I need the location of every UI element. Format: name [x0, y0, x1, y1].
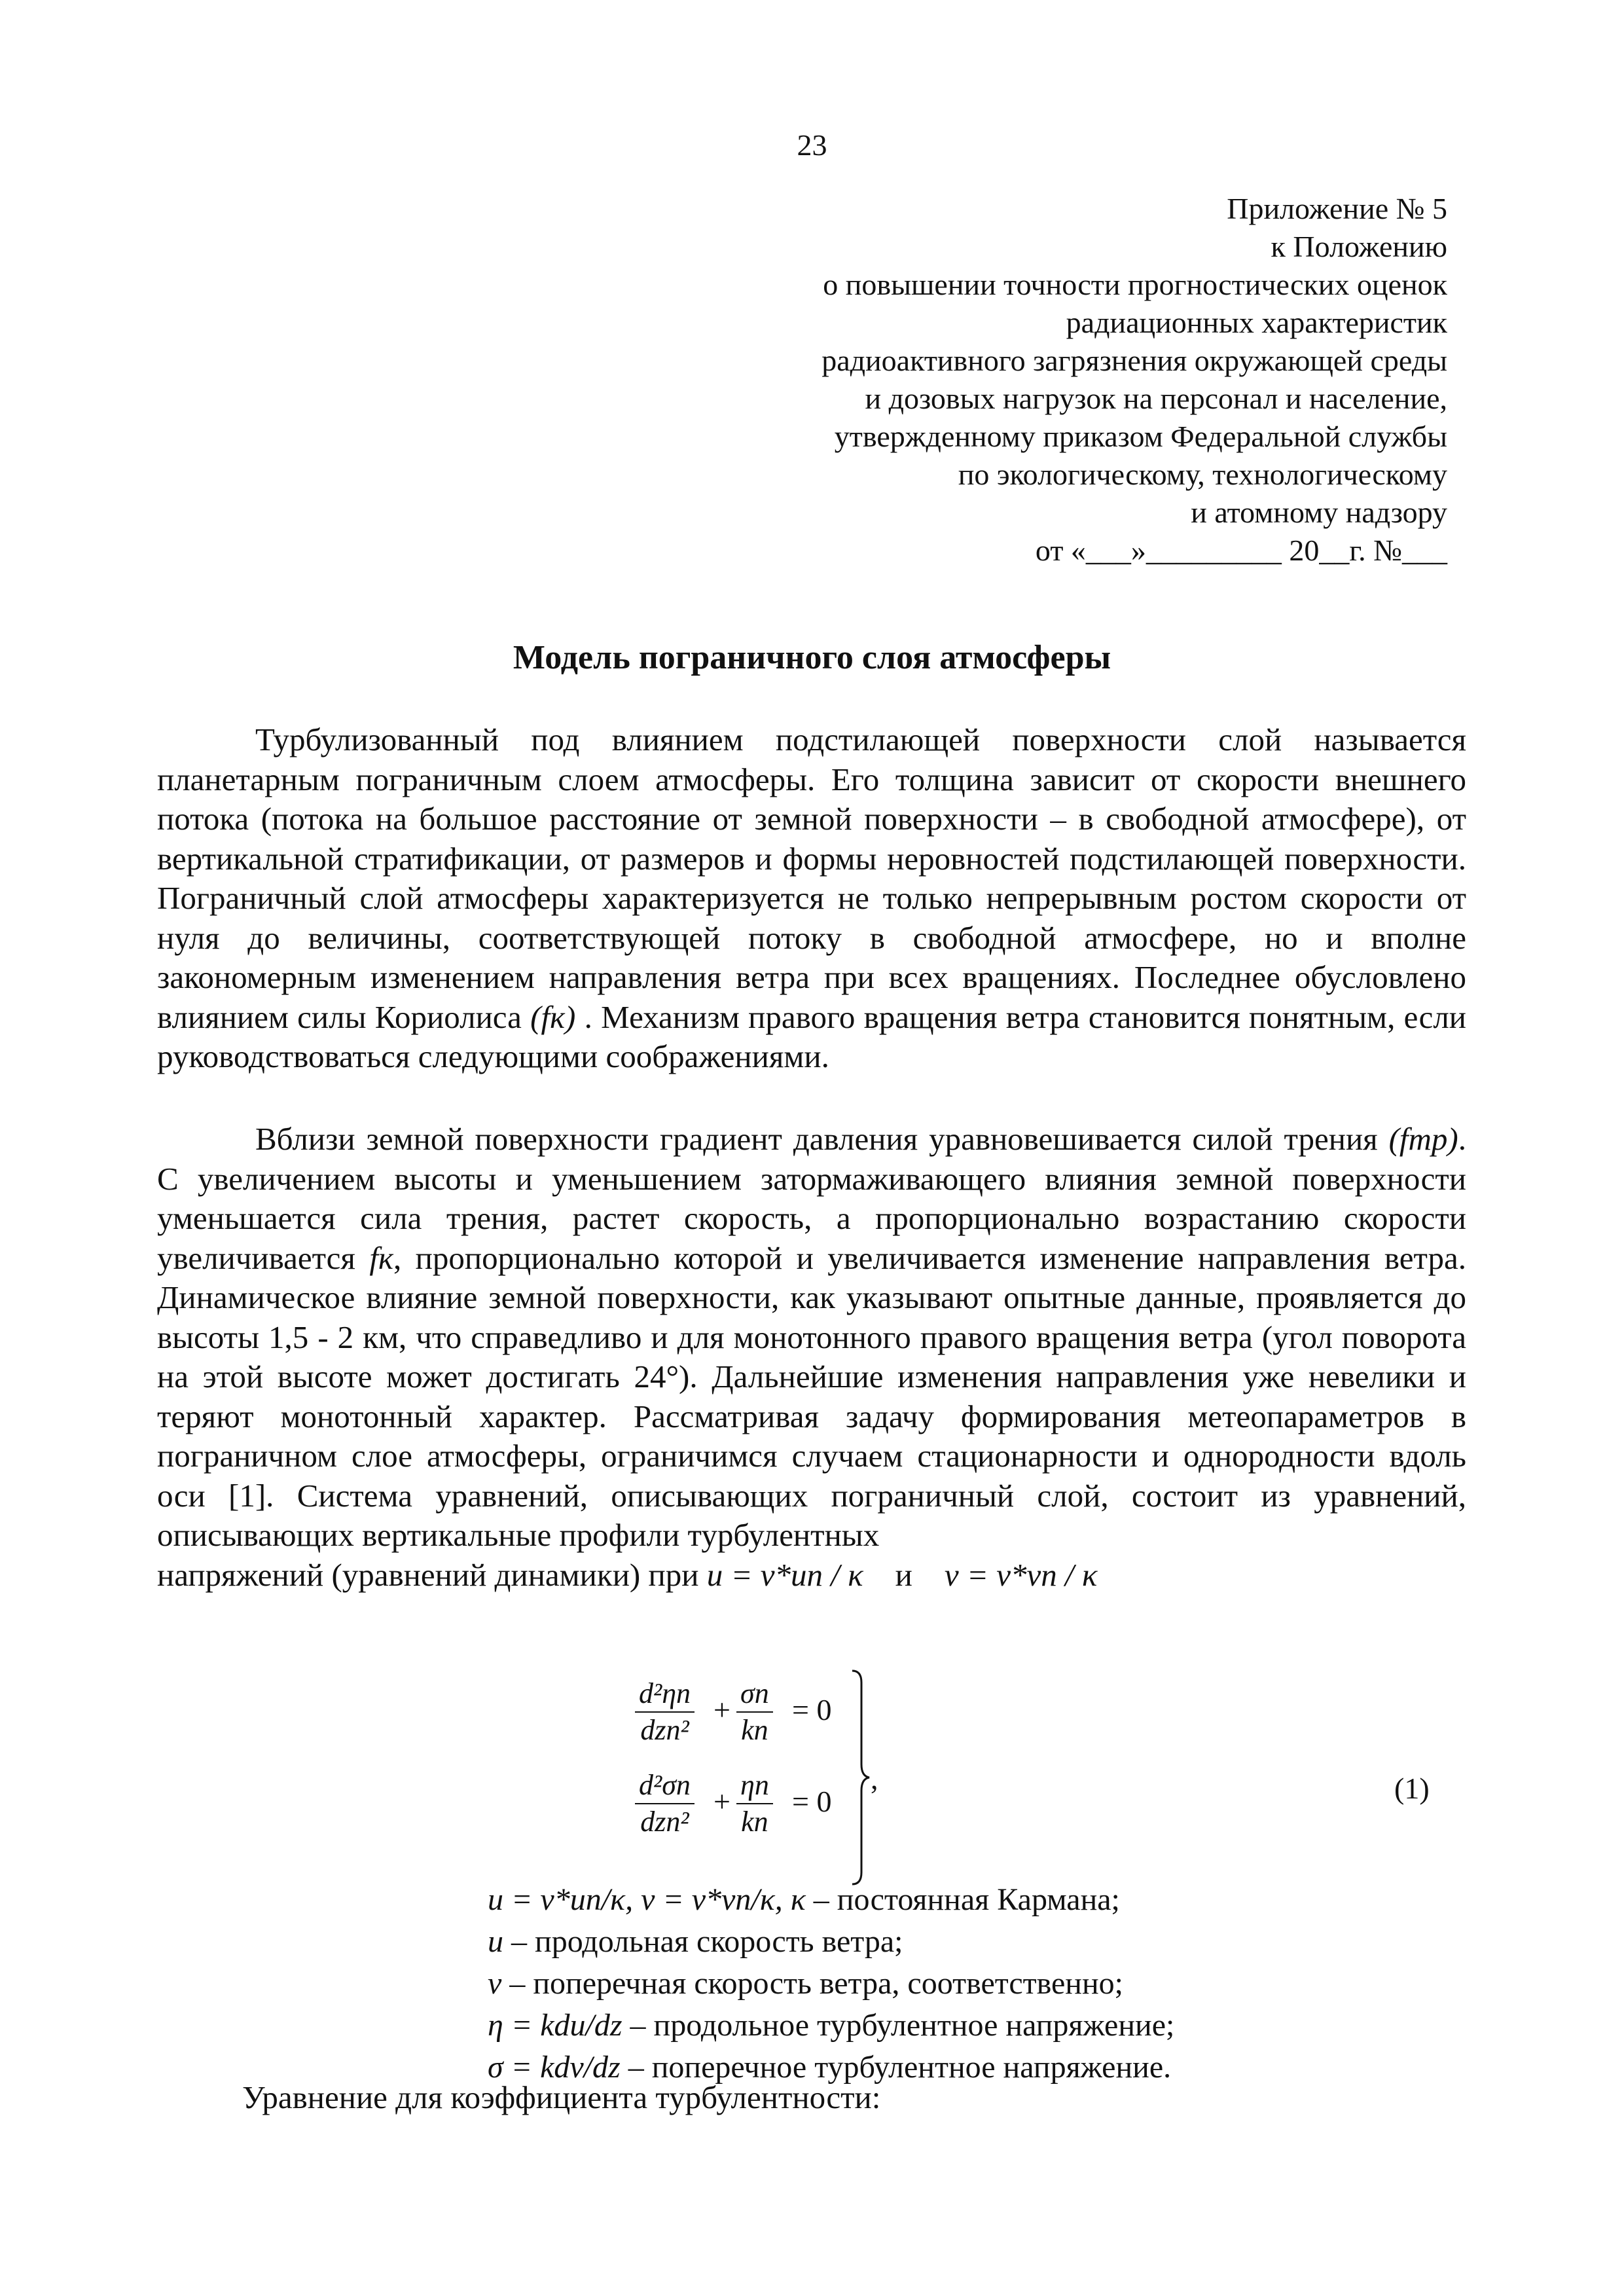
eq1-fraction-a: d²ηn dzn²	[635, 1676, 695, 1748]
appendix-line: о повышении точности прогностических оценок	[823, 268, 1447, 301]
definition-item: u – продольная скорость ветра;	[488, 1924, 903, 1959]
definitions-list	[488, 1879, 1174, 2088]
turbulence-coefficient-heading: Уравнение для коэффициента турбулентности:	[242, 2079, 881, 2115]
paragraph-text: Турбулизованный под влиянием подстилающей поверхности слой называется планетарным пограничным слоем атмосферы. Его толщина зависит от скорости внешнего потока (потока на большое расстояние от земной поверхности – в свободной атмосфере), от вертикальной стратификации, от размеров и формы неровностей подстилающей поверхности. Пограничный слой атмосферы характеризуется не только непрерывным ростом скорости от нуля до величины, соответствующей потоку в свободной атмосфере, но и вполне закономерным изменением направления ветра при всех вращениях. Последнее обусловлено влиянием силы Кориолиса	[157, 721, 1466, 1035]
eq2-fraction-b: $\frac{\eta n}{kn}$	[736, 1768, 773, 1840]
and-word: и	[895, 1556, 912, 1593]
right-brace	[851, 1669, 871, 1886]
definition-item: v – поперечная скорость ветра, соответственно;	[488, 1966, 1123, 2001]
page-number: 23	[797, 128, 827, 162]
appendix-header	[821, 190, 1447, 570]
equation-number: (1)	[1394, 1772, 1430, 1805]
paragraph-text: , пропорционально которой и увеличивается изменение направления ветра. Динамическое влияние земной поверхности, как указывают опытные данные, проявляется до высоты 1,5 - 2 км, что справедливо и для монотонного правого вращения ветра (угол поворота на этой высоте может достигать 24°). Дальнейшие изменения направления уже невелики и теряют монотонный характер. Рассматривая задачу формирования метеопараметров в пограничном слое атмосферы, ограничимся случаем стационарности и однородности вдоль оси [1]. Система уравнений, описывающих пограничный слой, состоит из уравнений, описывающих вертикальные профили турбулентных	[157, 1239, 1466, 1553]
paragraph-text: . Механизм правого вращения ветра становится понятным, если руководствоваться следующими соображениями.	[157, 998, 1466, 1074]
eq2-plus: +	[713, 1785, 731, 1818]
appendix-line: по экологическому, технологическому	[958, 458, 1447, 491]
eq1-equals: = 0	[792, 1693, 832, 1726]
eq2-fraction-a: d²σn dzn²	[635, 1768, 695, 1840]
u-expression: u = v*un / κ	[706, 1556, 863, 1593]
appendix-line: от «___»_________ 20__г. №___	[1035, 534, 1447, 567]
coriolis-symbol: (fк)	[530, 998, 576, 1035]
eq1-fraction-b: $\frac{\sigma n}{kn}$	[736, 1676, 773, 1748]
eq1-plus: +	[713, 1693, 731, 1726]
paragraph-text: Вблизи земной поверхности градиент давления уравновешивается силой трения	[255, 1121, 1389, 1157]
definition-item: η = kdu/dz – продольное турбулентное напряжение;	[488, 2008, 1175, 2043]
equation-comma: ,	[871, 1762, 878, 1795]
appendix-line: утвержденному приказом Федеральной службы	[834, 420, 1447, 453]
appendix-line: и атомному надзору	[1191, 496, 1447, 529]
appendix-line: к Положению	[1271, 230, 1447, 263]
paragraph-text: напряжений (уравнений динамики) при	[157, 1556, 707, 1593]
paragraph-2	[157, 1120, 1466, 1595]
appendix-line: Приложение № 5	[1227, 192, 1447, 225]
definition-item: σ = kdv/dz – поперечное турбулентное напряжение.	[488, 2050, 1172, 2085]
definition-item: u = v*un/κ, v = v*vn/κ, κ – постоянная Кармана;	[488, 1882, 1120, 1917]
eq2-equals: = 0	[792, 1785, 832, 1818]
appendix-line: радиационных характеристик	[1066, 306, 1447, 339]
section-title: Модель пограничного слоя атмосферы	[513, 639, 1111, 676]
paragraph-1	[157, 720, 1466, 1077]
coriolis-symbol: fк	[369, 1239, 393, 1276]
appendix-line: радиоактивного загрязнения окружающей среды	[821, 344, 1447, 377]
v-expression: v = v*vn / κ	[944, 1556, 1098, 1593]
paragraph-text: . С увеличением высоты и уменьшением затормаживающего влияния земной поверхности уменьшается сила трения, растет скорость, а пропорционально возрастанию скорости увеличивается	[157, 1121, 1466, 1276]
friction-symbol: (fтр)	[1388, 1121, 1458, 1157]
appendix-line: и дозовых нагрузок на персонал и население,	[865, 382, 1447, 415]
